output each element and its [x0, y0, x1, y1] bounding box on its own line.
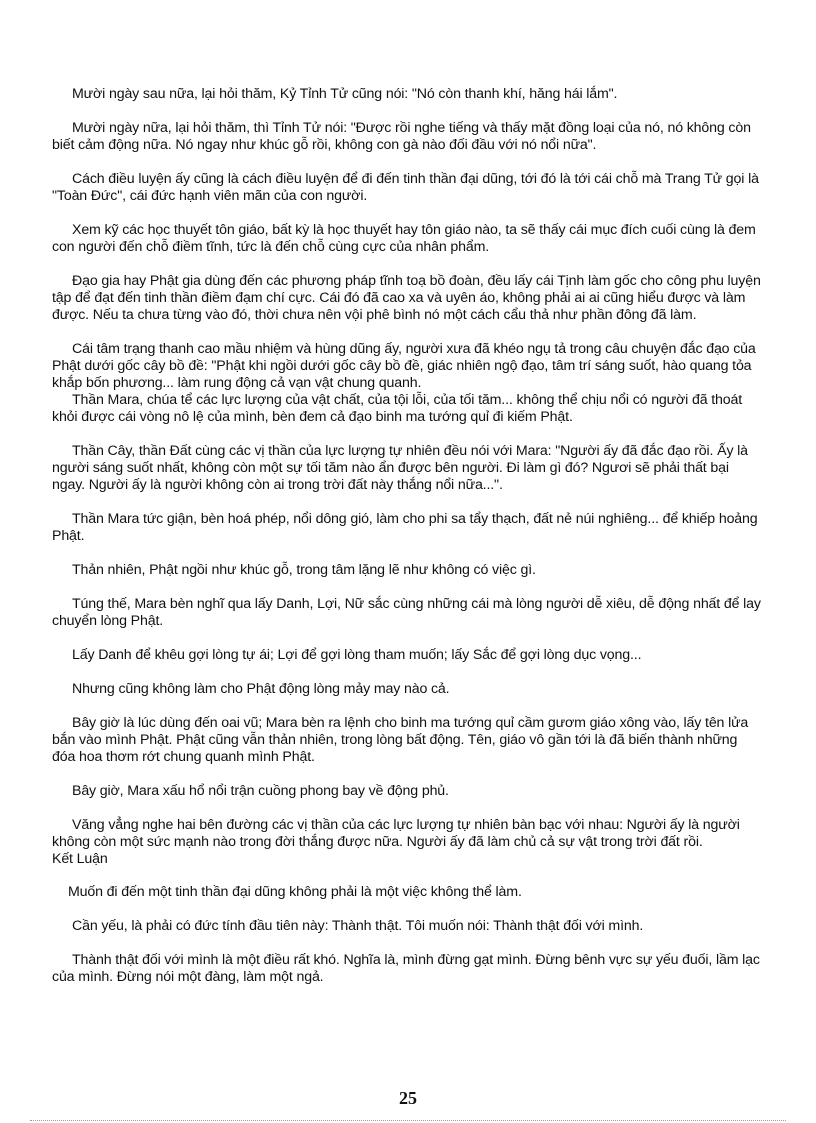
bottom-divider	[30, 1120, 786, 1121]
paragraph: Mười ngày sau nữa, lại hỏi thăm, Kỷ Tỉnh Tử cũng nói: "Nó còn thanh khí, hăng hái lắm".	[72, 86, 618, 102]
paragraph: Túng thế, Mara bèn nghĩ qua lấy Danh, Lợi, Nữ sắc cùng những cái mà lòng người dễ xiêu, dễ động nhất để lay chuyển lòng Phật.	[52, 596, 761, 629]
paragraph: Mười ngày nữa, lại hỏi thăm, thì Tỉnh Tử nói: "Được rồi nghe tiếng và thấy mặt đồng loại của nó, nó không còn biết cảm động nữa. Nó ngay như khúc gỗ rồi, không con gà nào đối đầu với nó nổi nữa".	[52, 120, 751, 153]
page-number: 25	[399, 1088, 417, 1108]
paragraph: Bây giờ, Mara xấu hổ nổi trận cuồng phong bay về động phủ.	[72, 783, 449, 799]
body-text	[52, 86, 762, 1003]
paragraph: Thản nhiên, Phật ngồi như khúc gỗ, trong tâm lặng lẽ như không có việc gì.	[72, 562, 536, 578]
paragraph: Bây giờ là lúc dùng đến oai vũ; Mara bèn ra lệnh cho binh ma tướng quỉ cầm gươm giáo xông vào, lấy tên lửa bắn vào mình Phật. Phật cũng vẫn thản nhiên, trong lòng bất động. Tên, giáo vô gần tới là đã biến thành những đóa hoa thơm rớt chung quanh mình Phật.	[52, 715, 749, 765]
section-heading: Kết Luận	[52, 851, 108, 867]
paragraph: Cách điều luyện ấy cũng là cách điều luyện để đi đến tinh thần đại dũng, tới đó là tới cái chỗ mà Trang Tử gọi là "Toàn Đức", cái đức hạnh viên mãn của con người.	[52, 171, 759, 204]
paragraph: Đạo gia hay Phật gia dùng đến các phương pháp tĩnh toạ bồ đoàn, đều lấy cái Tịnh làm gốc cho công phu luyện tập để đạt đến tinh thần điềm đạm chí cực. Cái đó đã cao xa và uyên áo, không phải ai ai cũng hiểu được và làm được. Nếu ta chưa từng vào đó, thời chưa nên vội phê bình nó một cách cẩu thả như phần đông đã làm.	[52, 273, 761, 323]
paragraph: Muốn đi đến một tinh thần đại dũng không phải là một việc không thể làm.	[68, 884, 522, 900]
paragraph: Cần yếu, là phải có đức tính đầu tiên này: Thành thật. Tôi muốn nói: Thành thật đối với mình.	[72, 918, 644, 934]
paragraph: Thành thật đối với mình là một điều rất khó. Nghĩa là, mình đừng gạt mình. Đừng bênh vực sự yếu đuối, lầm lạc của mình. Đừng nói một đàng, làm một ngả.	[52, 952, 760, 985]
paragraph: Cái tâm trạng thanh cao mầu nhiệm và hùng dũng ấy, người xưa đã khéo ngụ tả trong câu chuyện đắc đạo của Phật dưới gốc cây bồ đề: "Phật khi ngồi dưới gốc cây bồ đề, giác nhiên ngộ đạo, tâm trí sáng suốt, hào quang tỏa khắp bốn phương... làm rung động cả vạn vật chung quanh.	[52, 341, 756, 391]
paragraph: Thần Mara tức giận, bèn hoá phép, nổi dông gió, làm cho phi sa tẩy thạch, đất nẻ núi nghiêng... để khiếp hoảng Phật.	[52, 511, 758, 544]
paragraph: Thần Cây, thần Đất cùng các vị thần của lực lượng tự nhiên đều nói với Mara: "Người ấy đã đắc đạo rồi. Ấy là người sáng suốt nhất, không còn một sự tối tăm nào ẩn được bên người. Đi làm gì đó? Ngươi sẽ phải thất bại ngay. Người ấy là người không còn ai trong trời đất này thắng nổi nữa...".	[52, 443, 748, 493]
paragraph: Thần Mara, chúa tể các lực lượng của vật chất, của tội lỗi, của tối tăm... không thể chịu nổi có người đã thoát khỏi được cái vòng nô lệ của mình, bèn đem cả đạo binh ma tướng quỉ đi kiếm Phật.	[52, 392, 743, 425]
paragraph: Xem kỹ các học thuyết tôn giáo, bất kỳ là học thuyết hay tôn giáo nào, ta sẽ thấy cái mục đích cuối cùng là đem con người đến chỗ điềm tĩnh, tức là đến chỗ cùng cực của nhân phẩm.	[52, 222, 756, 255]
paragraph: Lấy Danh để khêu gợi lòng tự ái; Lợi để gợi lòng tham muốn; lấy Sắc để gợi lòng dục vọng...	[72, 647, 642, 663]
paragraph: Văng vẳng nghe hai bên đường các vị thần của các lực lượng tự nhiên bàn bạc với nhau: Người ấy là người không còn một sức mạnh nào trong đời thắng được nữa. Người ấy đã làm chủ cả sự vật trong trời đất rồi.	[52, 817, 740, 850]
paragraph: Nhưng cũng không làm cho Phật động lòng mảy may nào cả.	[72, 681, 450, 697]
